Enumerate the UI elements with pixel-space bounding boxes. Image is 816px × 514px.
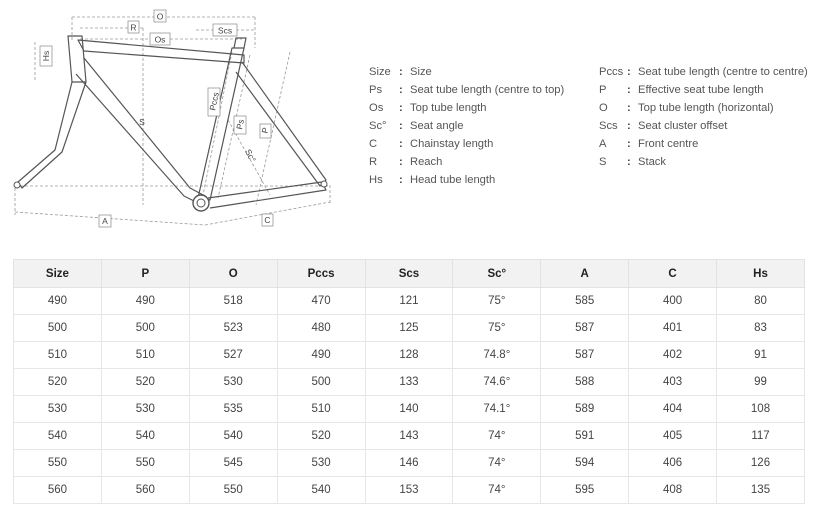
frame-diagram-svg — [0, 0, 360, 240]
table-cell: 589 — [541, 396, 629, 423]
table-cell: 153 — [365, 477, 453, 504]
label-os: Os — [154, 34, 166, 45]
table-cell: 75° — [453, 288, 541, 315]
table-cell: 404 — [629, 396, 717, 423]
table-row — [14, 450, 805, 477]
table-cell: 535 — [189, 396, 277, 423]
legend-abbr: P — [599, 84, 607, 96]
legend-right — [599, 63, 808, 171]
table-cell: 518 — [189, 288, 277, 315]
table-cell: 146 — [365, 450, 453, 477]
table-cell: 560 — [101, 477, 189, 504]
table-cell: 587 — [541, 342, 629, 369]
label-s: S — [139, 117, 145, 127]
fork — [18, 82, 86, 188]
table-row — [14, 423, 805, 450]
frame-outline — [18, 36, 326, 208]
column-header: Hs — [717, 260, 805, 288]
label-scs: Scs — [217, 25, 233, 36]
table-cell: 560 — [14, 477, 102, 504]
table-cell: 490 — [14, 288, 102, 315]
table-cell: 117 — [717, 423, 805, 450]
legend-desc: Top tube length — [410, 102, 487, 114]
geometry-table — [13, 259, 805, 504]
legend-abbr: O — [599, 102, 608, 114]
legend-item: Os : Top tube length — [369, 99, 564, 117]
table-cell: 500 — [101, 315, 189, 342]
label-ps: Ps — [234, 118, 246, 131]
table-cell: 510 — [101, 342, 189, 369]
legend-desc: Effective seat tube length — [638, 84, 764, 96]
seat-stay — [236, 62, 326, 186]
front-axle-icon — [14, 182, 20, 188]
legend-item: Pccs : Seat tube length (centre to centre) — [599, 63, 808, 81]
column-header: Scs — [365, 260, 453, 288]
legend-desc: Stack — [638, 156, 666, 168]
legend-item: Hs : Head tube length — [369, 171, 564, 189]
table-cell: 74° — [453, 423, 541, 450]
bottom-bracket-icon — [193, 195, 209, 211]
legend-desc: Seat angle — [410, 120, 464, 132]
table-cell: 401 — [629, 315, 717, 342]
column-header: A — [541, 260, 629, 288]
table-cell: 74.6° — [453, 369, 541, 396]
table-cell: 540 — [189, 423, 277, 450]
table-row — [14, 342, 805, 369]
label-hs: Hs — [41, 50, 51, 62]
table-cell: 594 — [541, 450, 629, 477]
legend-abbr: Sc° — [369, 120, 387, 132]
table-cell: 143 — [365, 423, 453, 450]
table-cell: 126 — [717, 450, 805, 477]
table-cell: 91 — [717, 342, 805, 369]
table-cell: 80 — [717, 288, 805, 315]
table-cell: 74.1° — [453, 396, 541, 423]
table-cell: 74.8° — [453, 342, 541, 369]
table-cell: 540 — [101, 423, 189, 450]
legend-item: C : Chainstay length — [369, 135, 564, 153]
legend-abbr: Pccs — [599, 66, 624, 78]
table-cell: 587 — [541, 315, 629, 342]
column-header: P — [101, 260, 189, 288]
legend-abbr: Os — [369, 102, 384, 114]
table-cell: 405 — [629, 423, 717, 450]
legend-abbr: Scs — [599, 120, 618, 132]
legend-item: O : Top tube length (horizontal) — [599, 99, 808, 117]
table-cell: 403 — [629, 369, 717, 396]
column-header: Pccs — [277, 260, 365, 288]
table-cell: 490 — [277, 342, 365, 369]
table-cell: 490 — [101, 288, 189, 315]
table-row — [14, 477, 805, 504]
table-cell: 128 — [365, 342, 453, 369]
table-cell: 545 — [189, 450, 277, 477]
column-header: C — [629, 260, 717, 288]
table-cell: 480 — [277, 315, 365, 342]
table-cell: 588 — [541, 369, 629, 396]
legend-desc: Chainstay length — [410, 138, 494, 150]
legend-abbr: Ps — [369, 84, 383, 96]
legend-desc: Seat tube length (centre to top) — [410, 84, 565, 96]
legend-desc: Top tube length (horizontal) — [638, 102, 774, 114]
table-cell: 527 — [189, 342, 277, 369]
table-cell: 74° — [453, 450, 541, 477]
table-cell: 402 — [629, 342, 717, 369]
seat-post — [234, 38, 246, 48]
table-cell: 135 — [717, 477, 805, 504]
legend-item: Scs : Seat cluster offset — [599, 117, 808, 135]
table-cell: 75° — [453, 315, 541, 342]
legend-abbr: C — [369, 138, 378, 150]
table-cell: 530 — [189, 369, 277, 396]
table-header-row — [14, 260, 805, 288]
label-r: R — [130, 22, 137, 33]
table-cell: 133 — [365, 369, 453, 396]
table-row — [14, 396, 805, 423]
table-cell: 530 — [101, 396, 189, 423]
label-o: O — [156, 11, 164, 22]
table-cell: 74° — [453, 477, 541, 504]
legend-abbr: A — [599, 138, 607, 150]
legend-desc: Size — [410, 66, 432, 78]
label-sc: Sc° — [243, 147, 259, 164]
legend-desc: Head tube length — [410, 174, 496, 186]
table-cell: 585 — [541, 288, 629, 315]
table-body — [14, 288, 805, 504]
column-header: Sc° — [453, 260, 541, 288]
table-cell: 140 — [365, 396, 453, 423]
legend-abbr: Hs — [369, 174, 383, 186]
legend-desc: Seat tube length (centre to centre) — [638, 66, 808, 78]
table-cell: 520 — [277, 423, 365, 450]
table-cell: 591 — [541, 423, 629, 450]
legend-abbr: Size — [369, 66, 391, 78]
table-row — [14, 315, 805, 342]
table-cell: 408 — [629, 477, 717, 504]
rear-axle-icon — [321, 181, 327, 187]
legend-desc: Front centre — [638, 138, 699, 150]
table-cell: 400 — [629, 288, 717, 315]
legend-desc: Reach — [410, 156, 443, 168]
table-row — [14, 369, 805, 396]
column-header: O — [189, 260, 277, 288]
legend-abbr: R — [369, 156, 378, 168]
legend-item: S : Stack — [599, 153, 808, 171]
column-header: Size — [14, 260, 102, 288]
legend-item: A : Front centre — [599, 135, 808, 153]
legend-desc: Seat cluster offset — [638, 120, 728, 132]
label-pccs: Pccs — [207, 91, 221, 112]
down-tube — [76, 58, 205, 204]
label-a: A — [102, 216, 108, 226]
table-cell: 530 — [277, 450, 365, 477]
table-cell: 550 — [101, 450, 189, 477]
table-cell: 500 — [277, 369, 365, 396]
label-p: P — [259, 126, 271, 135]
legend-item: R : Reach — [369, 153, 564, 171]
dim-pccs-line — [202, 52, 232, 200]
legend-item: Sc° : Seat angle — [369, 117, 564, 135]
table-row — [14, 288, 805, 315]
table-cell: 406 — [629, 450, 717, 477]
legend-item: Ps : Seat tube length (centre to top) — [369, 81, 564, 99]
legend-item: P : Effective seat tube length — [599, 81, 808, 99]
table-cell: 108 — [717, 396, 805, 423]
table-cell: 540 — [277, 477, 365, 504]
table-cell: 520 — [101, 369, 189, 396]
table-cell: 540 — [14, 423, 102, 450]
table-cell: 530 — [14, 396, 102, 423]
table-cell: 99 — [717, 369, 805, 396]
frame-geometry-diagram — [0, 0, 360, 240]
table-cell: 550 — [189, 477, 277, 504]
table-cell: 121 — [365, 288, 453, 315]
table-cell: 520 — [14, 369, 102, 396]
table-cell: 470 — [277, 288, 365, 315]
table-cell: 125 — [365, 315, 453, 342]
label-c: C — [264, 215, 271, 225]
legend-abbr: S — [599, 156, 607, 168]
table-cell: 510 — [14, 342, 102, 369]
table-cell: 523 — [189, 315, 277, 342]
table-cell: 500 — [14, 315, 102, 342]
table-cell: 550 — [14, 450, 102, 477]
table-cell: 83 — [717, 315, 805, 342]
table-cell: 595 — [541, 477, 629, 504]
legend-item: Size : Size — [369, 63, 564, 81]
table-cell: 510 — [277, 396, 365, 423]
legend-left — [369, 63, 564, 189]
